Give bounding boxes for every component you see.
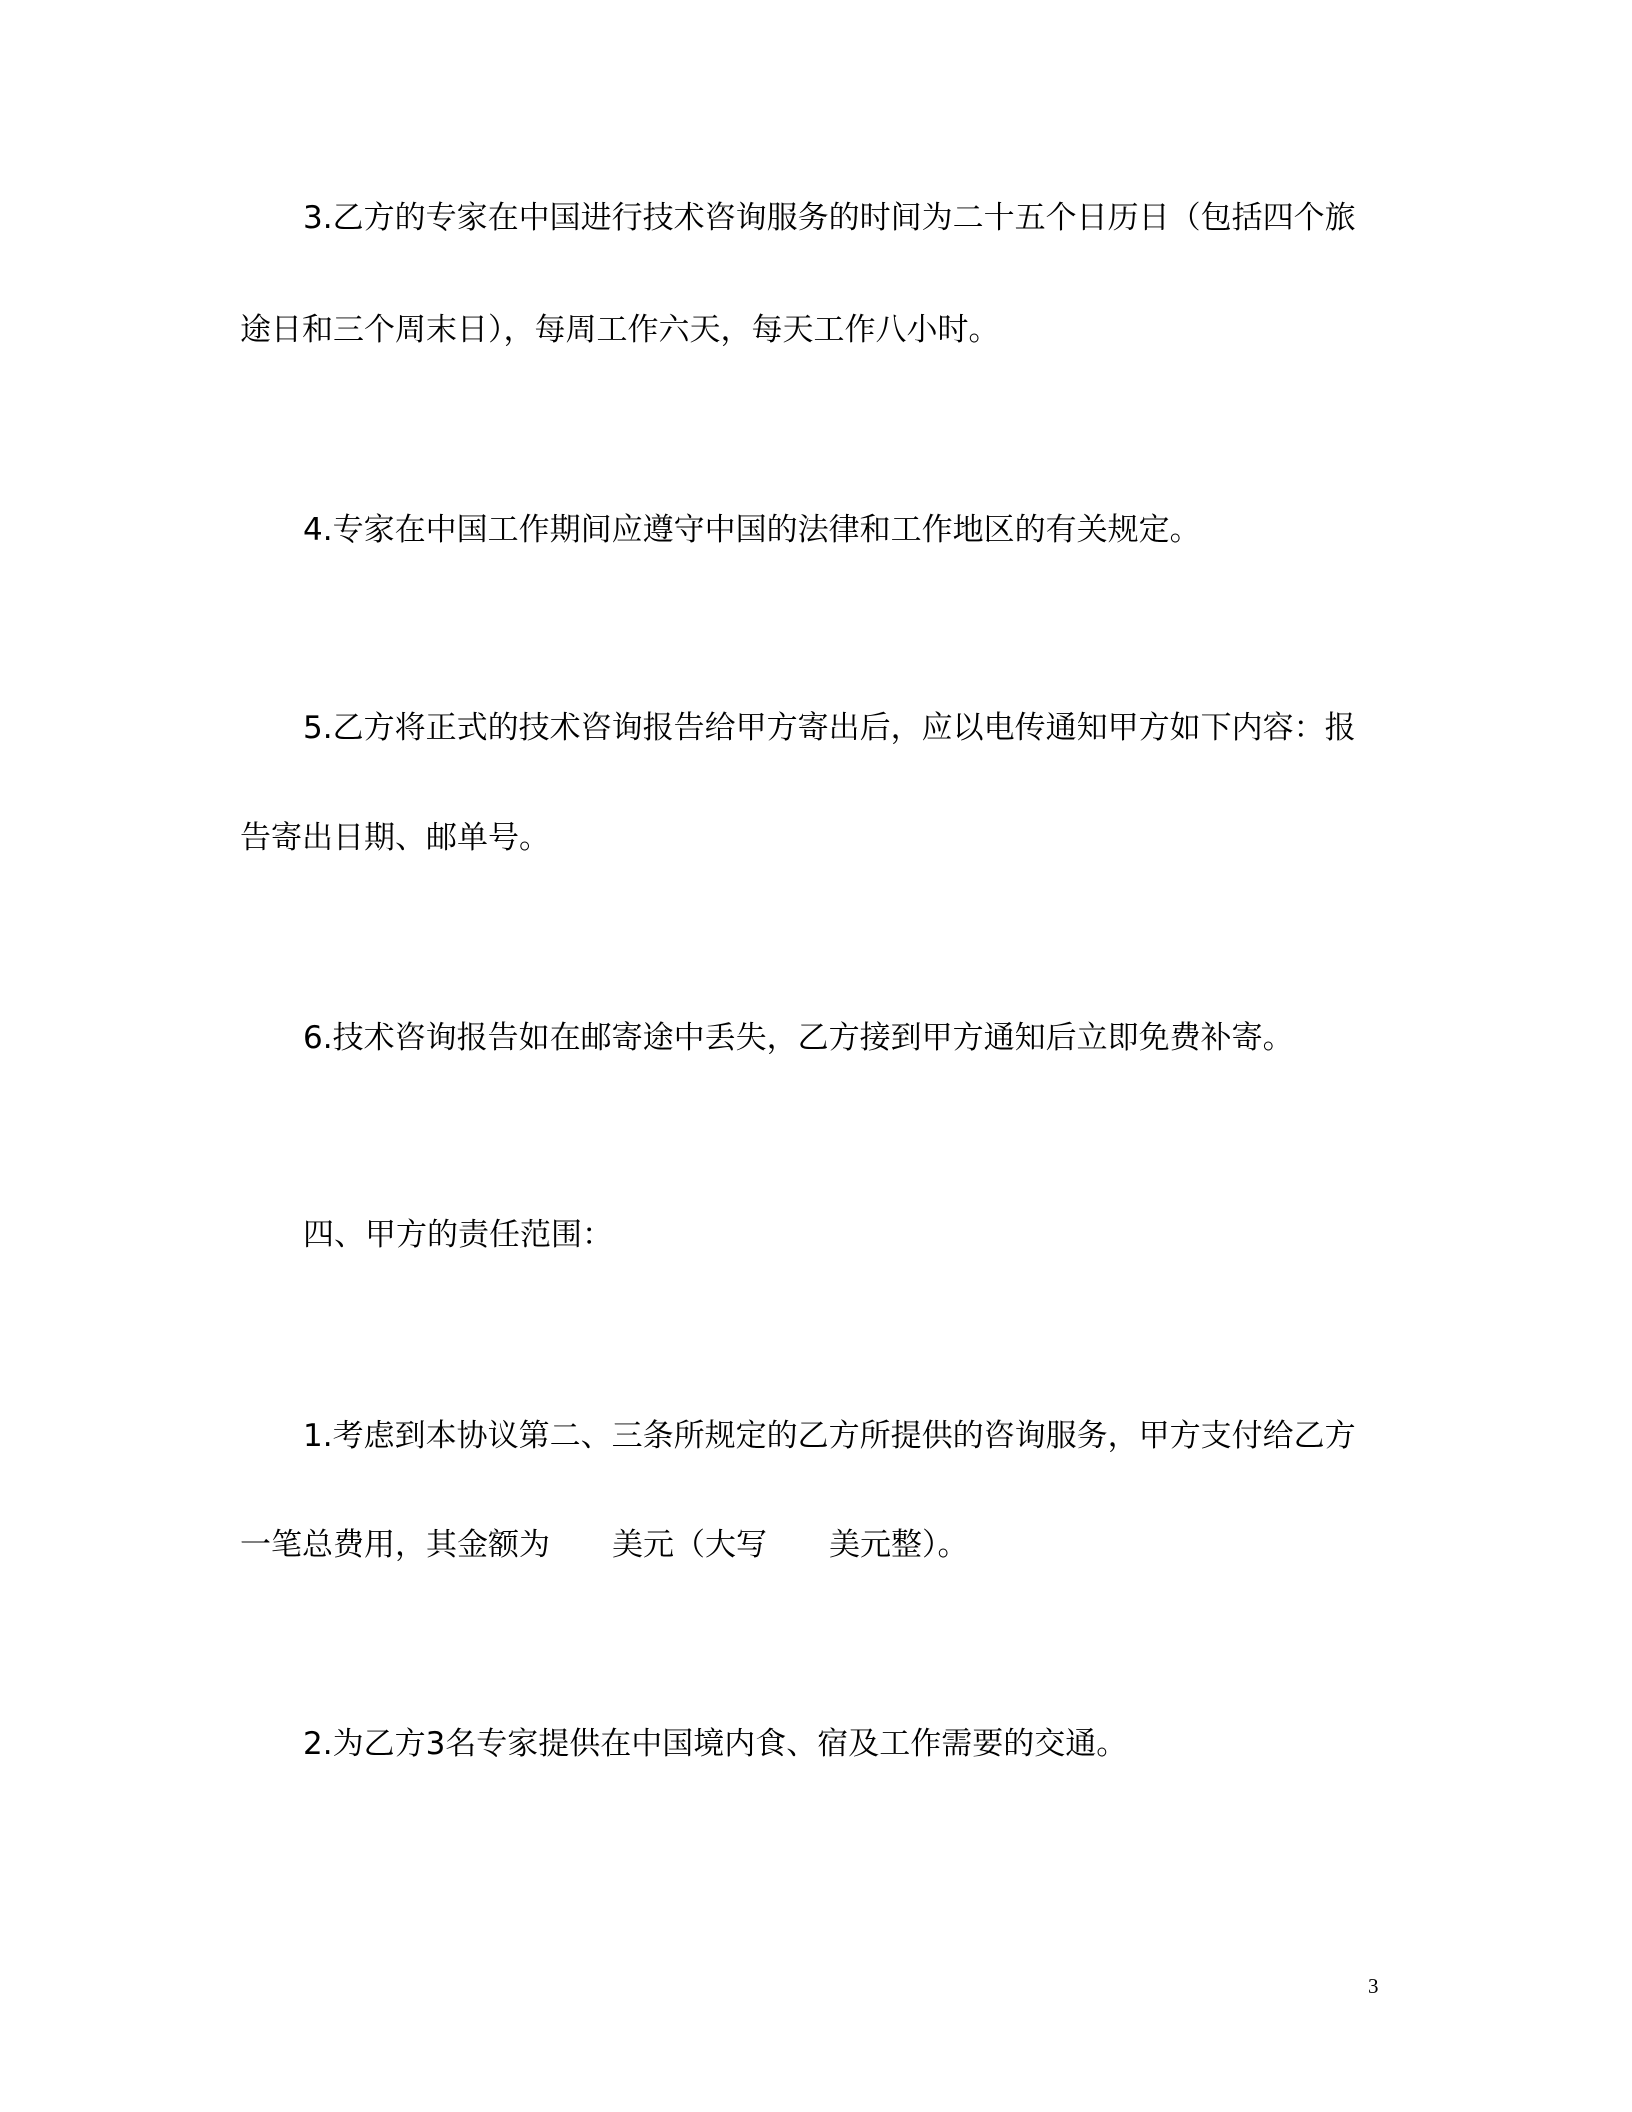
- paragraph-5-line-2: 告寄出日期、邮单号。: [240, 820, 550, 856]
- paragraph-6: 6.技术咨询报告如在邮寄途中丢失，乙方接到甲方通知后立即免费补寄。: [303, 1020, 1294, 1056]
- fee-text-part-2: 美元（大写: [612, 1527, 767, 1563]
- fee-text-part-1: 一笔总费用，其金额为: [240, 1527, 550, 1563]
- fee-text-part-3: 美元整）。: [829, 1527, 969, 1563]
- section-4-item-2: 2.为乙方3名专家提供在中国境内食、宿及工作需要的交通。: [303, 1726, 1128, 1762]
- section-4-item-1-line-2: [240, 1525, 1410, 1565]
- section-4-item-1-line-1: 1.考虑到本协议第二、三条所规定的乙方所提供的咨询服务，甲方支付给乙方: [303, 1418, 1356, 1454]
- page-number: 3: [1368, 1974, 1379, 1998]
- paragraph-3-line-2: 途日和三个周末日），每周工作六天，每天工作八小时。: [240, 312, 1000, 348]
- paragraph-5-line-1: 5.乙方将正式的技术咨询报告给甲方寄出后，应以电传通知甲方如下内容：报: [303, 710, 1356, 746]
- section-4-heading: 四、甲方的责任范围：: [303, 1217, 613, 1253]
- paragraph-4: 4.专家在中国工作期间应遵守中国的法律和工作地区的有关规定。: [303, 512, 1201, 548]
- paragraph-3-line-1: 3.乙方的专家在中国进行技术咨询服务的时间为二十五个日历日（包括四个旅: [303, 200, 1356, 236]
